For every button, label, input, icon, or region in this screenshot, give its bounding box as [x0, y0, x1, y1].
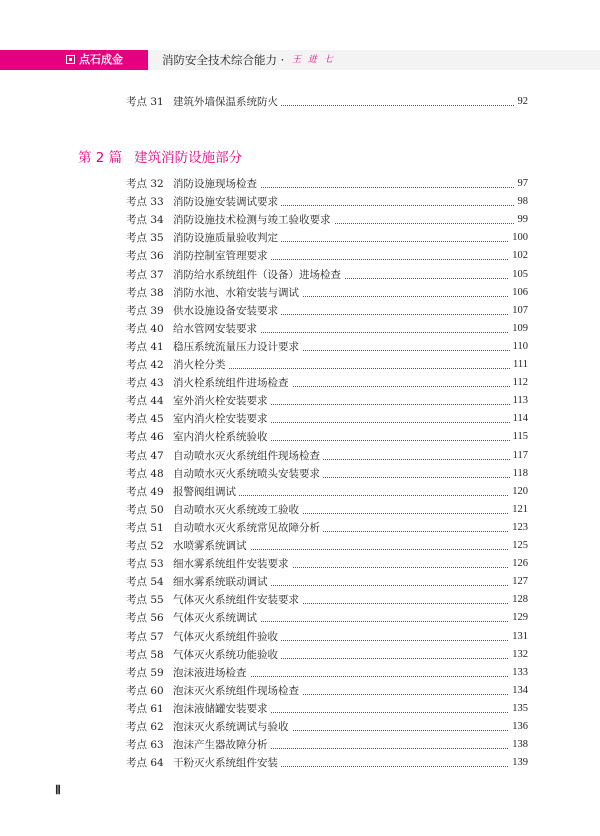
toc-entry[interactable]	[0, 392, 600, 410]
toc-entry-title: 室内消火栓系统验收	[173, 428, 271, 446]
toc-entry-title: 消防控制室管理要求	[173, 247, 271, 265]
toc-entry-page: 123	[509, 519, 528, 537]
toc-entry[interactable]	[0, 447, 600, 465]
toc-entry-page: 129	[509, 609, 528, 627]
toc-entry-title: 给水管网安装要求	[173, 320, 260, 338]
toc-entry-page: 133	[509, 664, 528, 682]
toc-entry-number: 考点 61	[126, 702, 164, 715]
toc-entry-number: 考点 31	[126, 96, 164, 108]
toc-entry[interactable]	[0, 428, 600, 446]
toc-entry-page: 120	[509, 483, 528, 501]
toc-entry[interactable]	[0, 229, 600, 247]
toc-entry-number: 考点 64	[126, 757, 164, 770]
toc-entry-title: 室内消火栓安装要求	[173, 410, 271, 428]
toc-entry[interactable]	[0, 247, 600, 265]
toc-entry-page: 138	[509, 736, 528, 754]
toc-entry-page: 131	[509, 628, 528, 646]
toc-entry-title: 泡沫液储罐安装要求	[173, 700, 271, 718]
toc-entry-title: 细水雾系统联动调试	[173, 573, 271, 591]
toc-entry-title: 室外消火栓安装要求	[173, 392, 271, 410]
toc-entry-title: 消火栓系统组件进场检查	[173, 374, 292, 392]
toc-entry-page: 128	[509, 591, 528, 609]
toc-entry-title: 气体灭火系统调试	[173, 609, 260, 627]
toc-entry-number: 考点 54	[126, 576, 164, 589]
toc-entry[interactable]	[0, 573, 600, 591]
signature: 王 进 七	[292, 55, 335, 65]
toc-entry[interactable]	[0, 193, 600, 211]
toc-entry-number: 考点 39	[126, 304, 164, 317]
toc-entry-title: 建筑外墙保温系统防火	[173, 93, 281, 111]
toc-entry[interactable]	[0, 266, 600, 284]
toc-entry-title: 自动喷水灭火系统竣工验收	[173, 501, 302, 519]
toc-entry-page: 115	[510, 428, 528, 446]
part-title: 建筑消防设施部分	[134, 150, 243, 166]
square-icon	[66, 55, 75, 64]
toc-entry-page: 110	[510, 338, 528, 356]
toc-entry-page: 106	[509, 284, 528, 302]
toc-entry[interactable]	[0, 718, 600, 736]
toc-entry-title: 消防设施安装调试要求	[173, 193, 281, 211]
part-heading	[78, 147, 242, 169]
toc-entry-title: 气体灭火系统组件安装要求	[173, 591, 302, 609]
toc-entry[interactable]	[0, 175, 600, 193]
toc-entry-number: 考点 33	[126, 196, 164, 209]
toc-entry-number: 考点 42	[126, 359, 164, 371]
toc-entry-title: 细水雾系统组件安装要求	[173, 555, 292, 573]
toc-entry-page: 126	[509, 555, 528, 573]
toc-entry-page: 136	[509, 718, 528, 736]
toc-entry-title: 泡沫产生器故障分析	[173, 736, 271, 754]
toc-entry[interactable]	[0, 664, 600, 682]
toc-entry-number: 考点 34	[126, 214, 164, 227]
toc-entry-title: 消防设施质量验收判定	[173, 229, 281, 247]
toc-entry-page: 100	[509, 229, 528, 247]
toc-entry-title: 消防水池、水箱安装与调试	[173, 284, 302, 302]
toc-entry-number: 考点 40	[126, 322, 164, 335]
toc-entry-page: 111	[510, 356, 528, 374]
toc-entry-number: 考点 44	[126, 395, 164, 408]
toc-entry[interactable]	[0, 754, 600, 772]
toc-entry[interactable]	[0, 591, 600, 609]
toc-entry-title: 泡沫液进场检查	[173, 664, 250, 682]
toc-entry-number: 考点 62	[126, 721, 164, 733]
toc-entry[interactable]	[0, 320, 600, 338]
toc-entry-page: 132	[509, 646, 528, 664]
toc-entry-title: 气体灭火系统功能验收	[173, 646, 281, 664]
toc-entry-title: 供水设施设备安装要求	[173, 302, 281, 320]
toc-entry-number: 考点 49	[126, 485, 164, 498]
toc-entry-title: 泡沫灭火系统调试与验收	[173, 718, 292, 736]
toc-entry-title: 干粉灭火系统组件安装	[173, 754, 281, 772]
toc-entry-number: 考点 63	[126, 739, 164, 752]
toc-entry-page: 109	[509, 320, 528, 338]
toc-entry[interactable]	[0, 519, 600, 537]
toc-entry-title: 自动喷水灭火系统组件现场检查	[173, 447, 323, 465]
toc-entry-number: 考点 52	[126, 540, 164, 552]
toc-entry-title: 报警阀组调试	[173, 483, 239, 501]
toc-entry-page: 135	[509, 700, 528, 718]
toc-entry-title: 泡沫灭火系统组件现场检查	[173, 682, 302, 700]
toc-entry-number: 考点 36	[126, 250, 164, 263]
toc-entry-title: 消防设施技术检测与竣工验收要求	[173, 211, 334, 229]
toc-entry-title: 消防给水系统组件（设备）进场检查	[173, 266, 344, 284]
toc-entry-number: 考点 41	[126, 340, 164, 353]
toc-entry-number: 考点 60	[126, 684, 164, 697]
toc-entry[interactable]	[0, 646, 600, 664]
toc-entry-number: 考点 38	[126, 286, 164, 299]
toc-entry[interactable]	[0, 555, 600, 573]
toc-entry-title: 自动喷水灭火系统喷头安装要求	[173, 465, 323, 483]
toc-entry[interactable]	[0, 483, 600, 501]
toc-entry-title: 水喷雾系统调试	[173, 537, 250, 555]
toc-entry-title: 气体灭火系统组件验收	[173, 628, 281, 646]
toc-entry-number: 考点 32	[126, 178, 164, 190]
toc-entry[interactable]	[0, 338, 600, 356]
toc-entry[interactable]	[0, 537, 600, 555]
toc-entry-number: 考点 53	[126, 558, 164, 571]
toc-entry[interactable]	[0, 736, 600, 754]
toc-entry[interactable]	[0, 356, 600, 374]
toc-entry-title: 消防设施现场检查	[173, 175, 260, 193]
toc-entry-page: 125	[509, 537, 528, 555]
toc-entry-page: 105	[509, 266, 528, 284]
brand-label: 点石成金	[79, 53, 123, 66]
toc-entry-number: 考点 43	[126, 377, 164, 390]
toc-entry[interactable]	[0, 682, 600, 700]
toc-entry-number: 考点 59	[126, 666, 164, 679]
toc-entry-page: 99	[515, 211, 529, 229]
toc-entry-page: 134	[509, 682, 528, 700]
toc-entry-number: 考点 56	[126, 612, 164, 625]
toc-entry-page: 139	[509, 754, 528, 772]
toc-entry-page: 98	[515, 193, 529, 211]
toc-entry-page: 127	[509, 573, 528, 591]
toc-entry-page: 112	[510, 374, 528, 392]
toc-entry[interactable]	[0, 374, 600, 392]
toc-entry[interactable]	[0, 211, 600, 229]
toc-entry-number: 考点 48	[126, 467, 164, 480]
toc-entry[interactable]	[0, 410, 600, 428]
toc-entry-title: 自动喷水灭火系统常见故障分析	[173, 519, 323, 537]
toc-entry[interactable]	[0, 501, 600, 519]
toc-entry-number: 考点 46	[126, 431, 164, 444]
toc-entry-page: 97	[515, 175, 529, 193]
toc-entry-page: 102	[509, 247, 528, 265]
toc-entry-page: 92	[515, 93, 529, 111]
toc-entry-title: 稳压系统流量压力设计要求	[173, 338, 302, 356]
page-number: Ⅱ	[55, 783, 61, 797]
part-label: 第 2 篇	[78, 150, 123, 166]
toc-entry-number: 考点 51	[126, 521, 164, 534]
toc-entry-page: 107	[509, 302, 528, 320]
toc-entry[interactable]	[0, 93, 600, 111]
toc-entry-page: 117	[510, 447, 528, 465]
toc-entry-number: 考点 50	[126, 503, 164, 516]
toc-entry-number: 考点 47	[126, 449, 164, 462]
book-title: 消防安全技术综合能力 ·	[162, 53, 285, 67]
toc-entry-number: 考点 57	[126, 630, 164, 643]
toc-entry[interactable]	[0, 609, 600, 627]
toc-entry-number: 考点 45	[126, 413, 164, 426]
toc-entry[interactable]	[0, 465, 600, 483]
toc-entry-page: 113	[510, 392, 528, 410]
toc-entry-number: 考点 58	[126, 648, 164, 661]
toc-entry[interactable]	[0, 700, 600, 718]
toc-entry-number: 考点 55	[126, 594, 164, 607]
toc-entry[interactable]	[0, 302, 600, 320]
toc-entry-page: 118	[510, 465, 528, 483]
toc-entry-title: 消火栓分类	[173, 356, 229, 374]
toc-entry-page: 114	[510, 410, 528, 428]
toc-entry-number: 考点 35	[126, 232, 164, 245]
toc-entry-number: 考点 37	[126, 268, 164, 281]
toc-entry[interactable]	[0, 628, 600, 646]
toc-entry-page: 121	[509, 501, 528, 519]
toc-entry[interactable]	[0, 284, 600, 302]
